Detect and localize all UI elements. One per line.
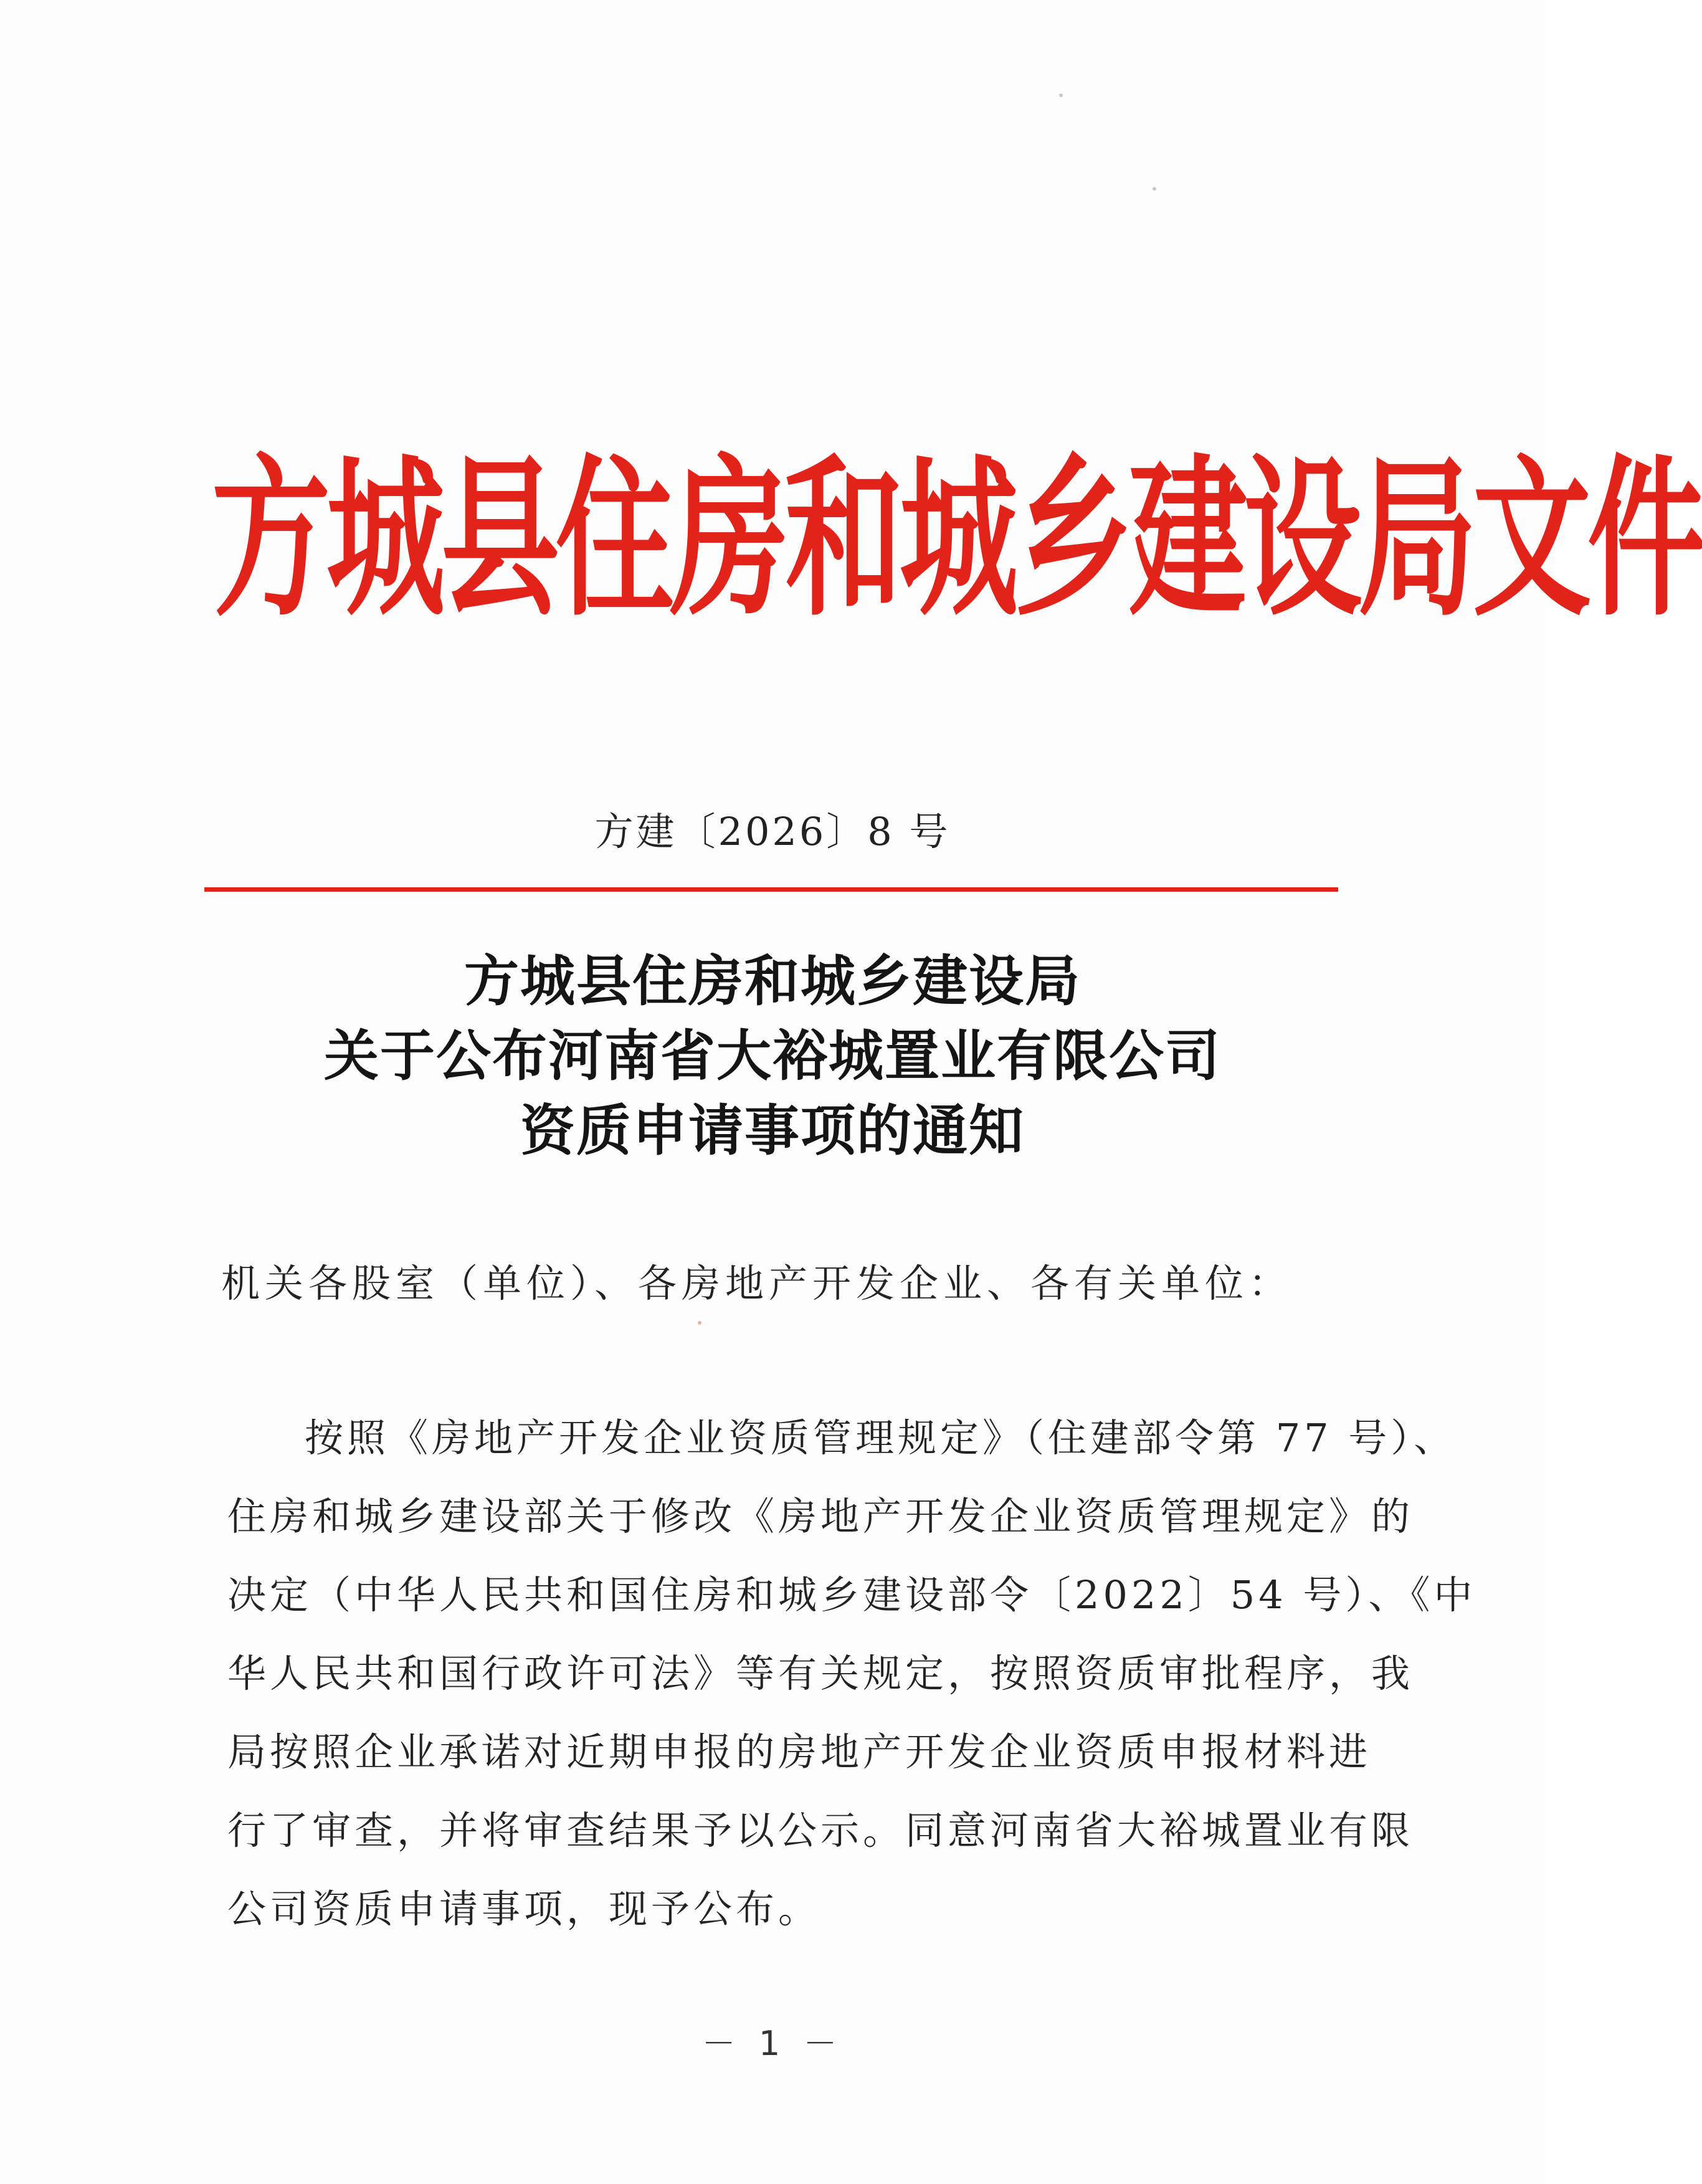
body-line-4: 华人民共和国行政许可法》等有关规定，按照资质审批程序，我 [227,1651,1414,1696]
salutation: 机关各股室（单位）、各房地产开发企业、各有关单位： [221,1261,1293,1306]
document-title-line-2: 关于公布河南省大裕城置业有限公司 [323,1023,1221,1088]
document-title-line-3: 资质申请事项的通知 [520,1098,1025,1163]
body-line-3: 决定（中华人民共和国住房和城乡建设部令〔2022〕54 号）、《中 [227,1572,1476,1618]
body-line-5: 局按照企业承诺对近期申报的房地产开发企业资质申报材料进 [227,1729,1372,1775]
document-number: 方建〔2026〕8 号 [594,809,951,854]
body-paragraph [227,1399,1476,1948]
masthead-red-header: 方城县住房和城乡建设局文件 [212,437,1702,639]
body-line-1: 按照《房地产开发企业资质管理规定》（住建部令第 77 号）、 [305,1415,1457,1461]
body-line-2: 住房和城乡建设部关于修改《房地产开发企业资质管理规定》的 [227,1494,1414,1539]
scan-speck [1059,93,1063,97]
scan-speck [1153,187,1156,191]
red-divider-line [204,887,1338,892]
body-line-7: 公司资质申请事项，现予公布。 [227,1886,821,1932]
page-number: － 1 － [701,2024,844,2063]
document-title-line-1: 方城县住房和城乡建设局 [464,948,1081,1013]
body-line-6: 行了审查，并将审查结果予以公示。同意河南省大裕城置业有限 [227,1808,1414,1853]
scan-speck [698,1321,701,1325]
